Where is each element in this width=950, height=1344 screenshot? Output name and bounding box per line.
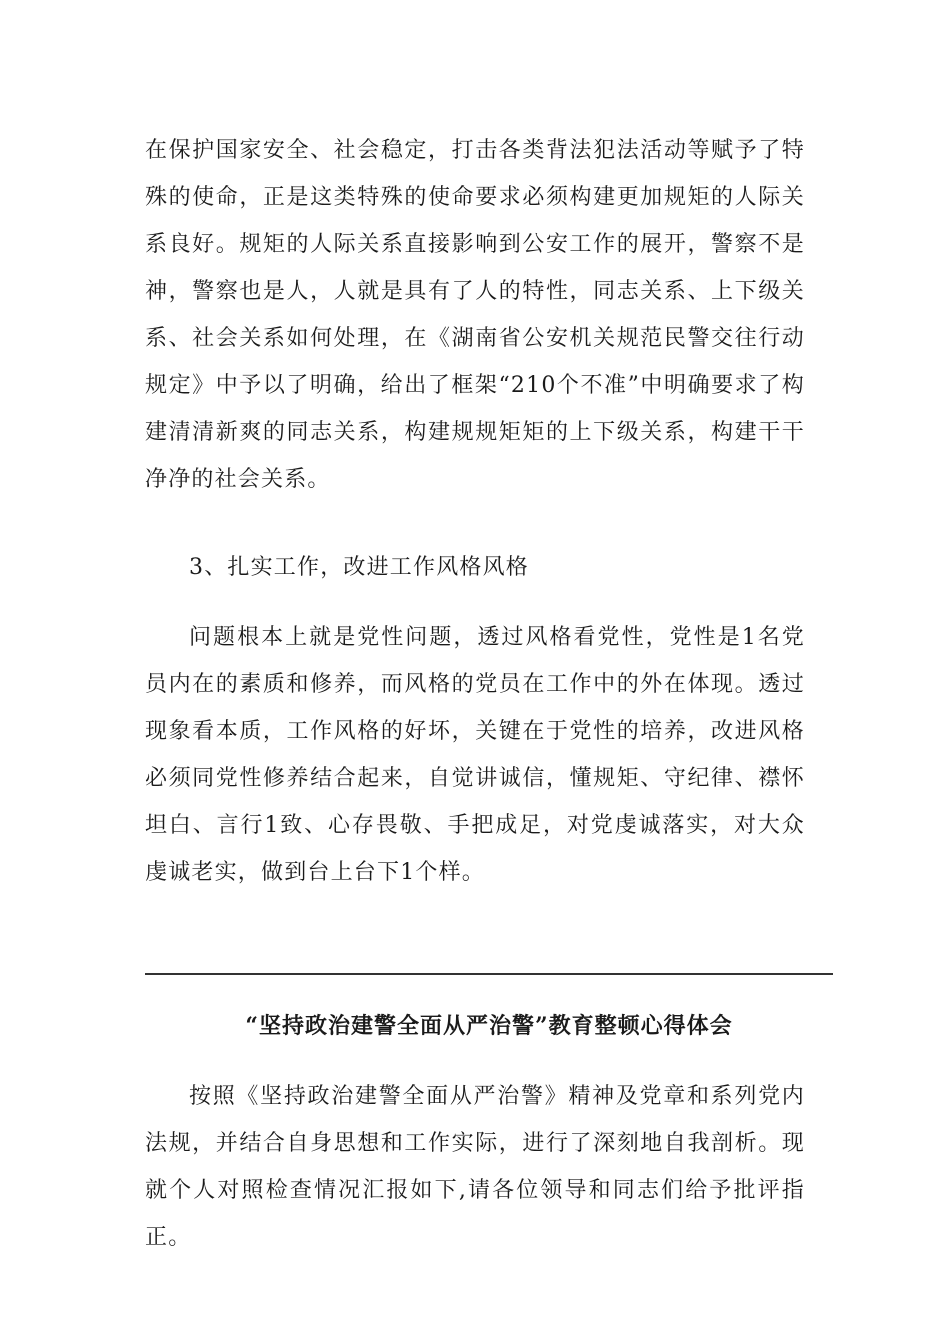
document-title: “坚持政治建警全面从严治警”教育整顿心得体会 — [245, 1013, 733, 1039]
section-heading: 3、扎实工作，改进工作风格风格 — [189, 555, 529, 580]
section-divider — [145, 973, 833, 975]
body-paragraph: 按照《坚持政治建警全面从严治警》精神及党章和系列党内法规，并结合自身思想和工作实际，进行了深刻地自我剖析。现就个人对照检查情况汇报如下,请各位领导和同志们给予批评指正。 — [145, 1084, 805, 1250]
body-paragraph: 在保护国家安全、社会稳定，打击各类背法犯法活动等赋予了特殊的使命，正是这类特殊的使命要求必须构建更加规矩的人际关系良好。规矩的人际关系直接影响到公安工作的展开，警察不是神，警察也是人，人就是具有了人的特性，同志关系、上下级关系、社会关系如何处理，在《湖南省公安机关规范民警交往行动规定》中予以了明确，给出了框架“210个不准”中明确要求了构建清清新爽的同志关系，构建规规矩矩的上下级关系，构建干干净净的社会关系。 — [145, 138, 805, 492]
body-paragraph: 问题根本上就是党性问题，透过风格看党性，党性是1名党员内在的素质和修养，而风格的党员在工作中的外在体现。透过现象看本质，工作风格的好坏，关键在于党性的培养，改进风格必须同党性修养结合起来，自觉讲诚信，懂规矩、守纪律、襟怀坦白、言行1致、心存畏敬、手把成足，对党虔诚落实，对大众虔诚老实，做到台上台下1个样。 — [145, 625, 805, 885]
